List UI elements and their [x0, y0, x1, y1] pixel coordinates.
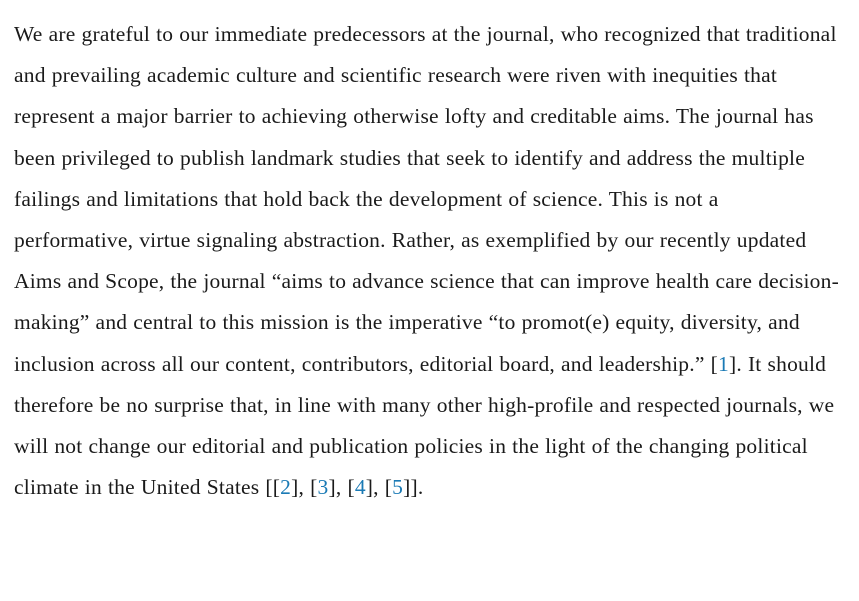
- paragraph-text: [: [710, 351, 718, 376]
- citation-link-5[interactable]: 5: [392, 475, 404, 500]
- paragraph-text: ]].: [403, 475, 424, 500]
- paragraph-text: ], [: [365, 475, 393, 500]
- citation-link-4[interactable]: 4: [354, 475, 366, 500]
- paragraph-text: ], [: [328, 475, 355, 500]
- paragraph-text: ]. It should therefore be no surprise that, in line with many other high-profile and respected journals, we will not change our editorial and publication policies in the light of the changing political climate in the United States [[: [14, 351, 835, 500]
- paragraph-text: ], [: [291, 475, 318, 500]
- citation-link-2[interactable]: 2: [280, 475, 292, 500]
- citation-link-3[interactable]: 3: [317, 475, 329, 500]
- editorial-paragraph: [14, 14, 841, 508]
- citation-link-1[interactable]: 1: [717, 351, 729, 376]
- paragraph-text: We are grateful to our immediate predecessors at the journal, who recognized that traditional and prevailing academic culture and scientific research were riven with inequities that represent a major barrier to achieving otherwise lofty and creditable aims. The journal has been privileged to publish landmark studies that seek to identify and address the multiple failings and limitations that hold back the development of science. This is not a performative, virtue signaling abstraction. Rather, as exemplified by our recently updated Aims and Scope, the journal “aims to advance science that can improve health care decision-making” and central to this mission is the imperative “to promot(e) equity, diversity, and inclusion across all our content, contributors, editorial board, and leadership.”: [14, 22, 839, 376]
